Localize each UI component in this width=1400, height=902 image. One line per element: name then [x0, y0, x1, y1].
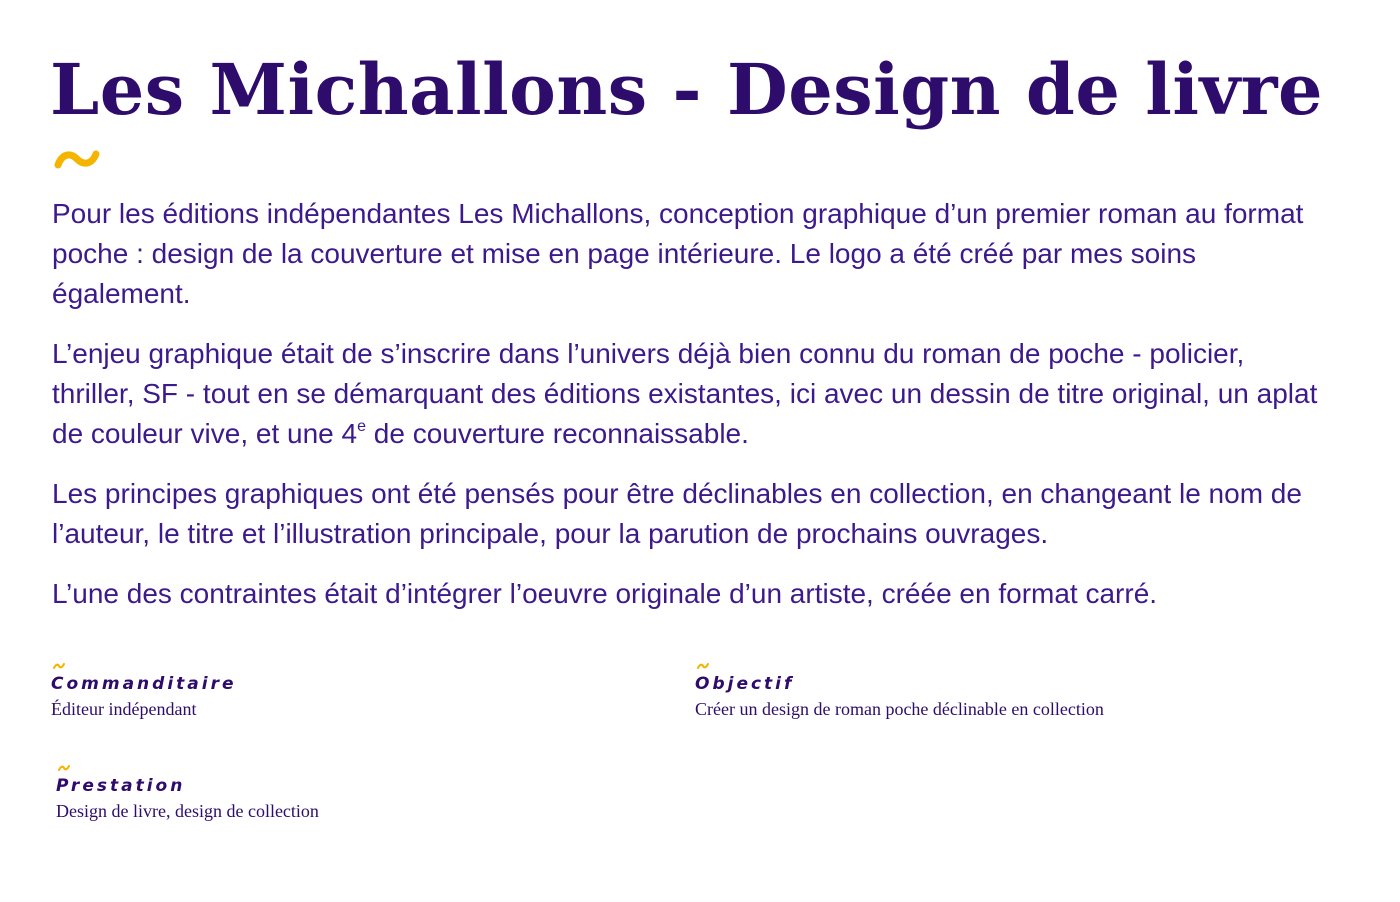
title-part-2: Design de livre: [726, 48, 1324, 131]
tilde-icon: [58, 764, 70, 772]
info-value: Créer un design de roman poche déclinable en collection: [695, 699, 1104, 719]
description-paragraph-2: [52, 334, 1332, 454]
info-label: Objectif: [695, 674, 795, 694]
tilde-icon: [697, 662, 709, 670]
paragraph-2-superscript: e: [357, 418, 366, 435]
description-paragraph-3: Les principes graphiques ont été pensés pour être déclinables en collection, en changeant le nom de l’auteur, le titre et l’illustration principale, pour la parution de prochains ouvrages.: [52, 478, 1302, 549]
tilde-icon: [54, 146, 100, 172]
page-title: [50, 40, 1323, 140]
tilde-icon: [53, 662, 65, 670]
info-commanditaire: [51, 662, 237, 720]
paragraph-2-text-end: de couverture reconnaissable.: [366, 418, 749, 449]
info-label: Prestation: [56, 776, 186, 796]
info-label: Commanditaire: [51, 674, 237, 694]
title-part-1: Les Michallons: [50, 48, 648, 131]
info-prestation: [56, 764, 319, 822]
description-paragraph-1: Pour les éditions indépendantes Les Michallons, conception graphique d’un premier roman au format poche : design de la couverture et mise en page intérieure. Le logo a été créé par mes soins également.: [52, 198, 1304, 309]
info-value: Éditeur indépendant: [51, 699, 197, 719]
paragraph-2-text: L’enjeu graphique était de s’inscrire dans l’univers déjà bien connu du roman de poche - policier, thriller, SF - tout en se démarquant des éditions existantes, ici avec un dessin de titre original, un aplat de couleur vive, et une 4: [52, 338, 1318, 449]
title-separator: -: [672, 48, 703, 131]
description-paragraph-4: L’une des contraintes était d’intégrer l’oeuvre originale d’un artiste, créée en format carré.: [52, 578, 1158, 609]
description: [52, 194, 1332, 634]
info-value: Design de livre, design de collection: [56, 801, 319, 821]
info-objectif: [695, 662, 1104, 720]
